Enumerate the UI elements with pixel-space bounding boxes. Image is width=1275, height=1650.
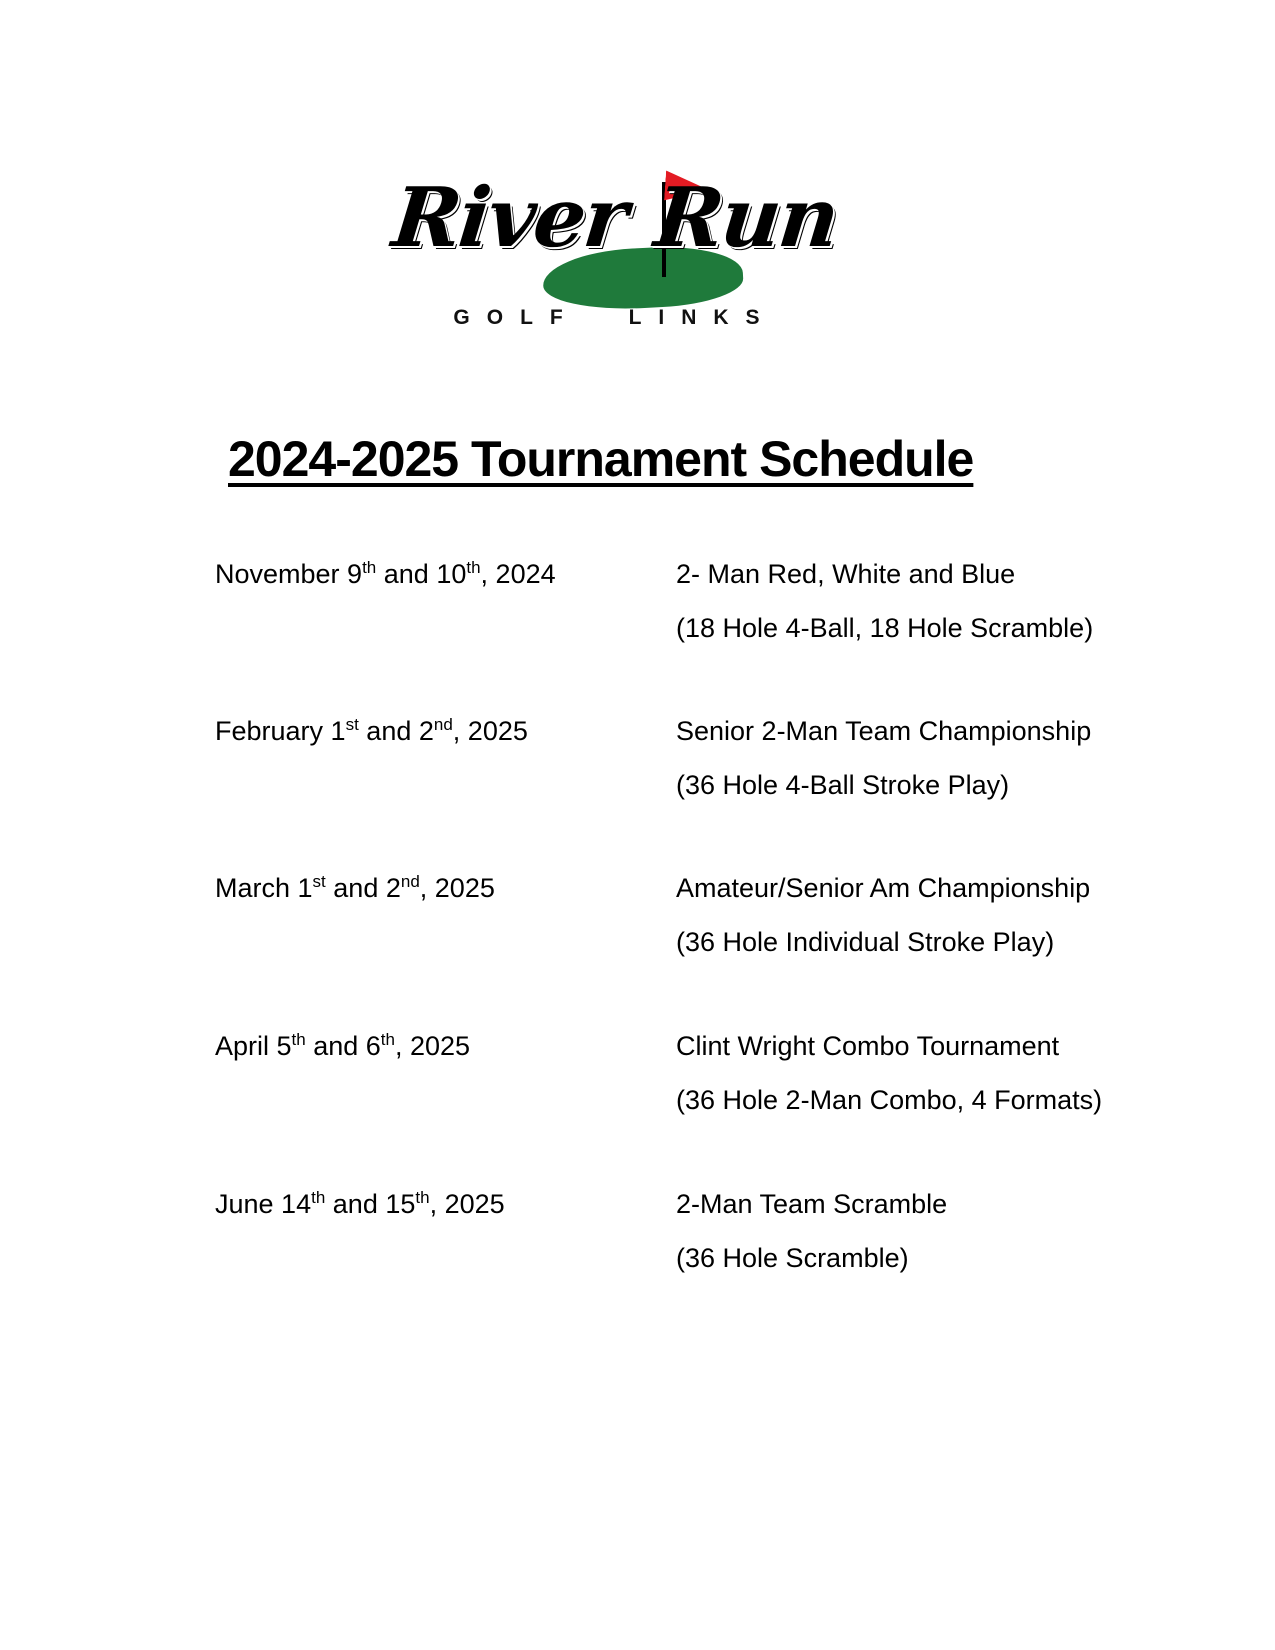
page-title: 2024-2025 Tournament Schedule <box>228 431 974 487</box>
event-date <box>215 556 556 592</box>
date-text: February 1 <box>215 716 346 746</box>
event-name: 2-Man Team Scramble <box>676 1189 948 1219</box>
logo-subtitle: GOLF LINKS <box>453 306 777 329</box>
date-text: , 2025 <box>394 1031 471 1061</box>
event-date <box>215 1186 505 1222</box>
event-name: 2- Man Red, White and Blue <box>676 559 1016 589</box>
event-name: Amateur/Senior Am Championship <box>676 873 1091 903</box>
event-details <box>676 870 1090 960</box>
date-text: , 2024 <box>480 559 556 589</box>
logo-wordmark <box>388 168 842 268</box>
date-text: November 9 <box>215 559 363 589</box>
date-text: and 10 <box>376 559 467 589</box>
event-details <box>676 1028 1102 1118</box>
date-ordinal-suffix: th <box>291 1030 306 1049</box>
event-details <box>676 556 1093 646</box>
date-text: March 1 <box>215 873 313 903</box>
event-details <box>676 1186 947 1276</box>
date-ordinal-suffix: th <box>380 1030 395 1049</box>
date-text: and 15 <box>325 1189 416 1219</box>
date-ordinal-suffix: th <box>362 558 377 577</box>
date-ordinal-suffix: nd <box>433 715 453 734</box>
date-ordinal-suffix: th <box>466 558 481 577</box>
date-text: April 5 <box>215 1031 292 1061</box>
event-format: (18 Hole 4-Ball, 18 Hole Scramble) <box>676 613 1094 643</box>
date-text: and 2 <box>358 716 434 746</box>
event-format: (36 Hole 4-Ball Stroke Play) <box>676 770 1010 800</box>
date-ordinal-suffix: st <box>312 872 326 891</box>
event-format: (36 Hole 2-Man Combo, 4 Formats) <box>676 1085 1103 1115</box>
date-ordinal-suffix: nd <box>400 872 420 891</box>
logo-word-run: Run <box>650 170 842 266</box>
date-text: and 2 <box>325 873 401 903</box>
logo-word-river: River <box>388 170 631 266</box>
river-run-logo <box>388 160 842 340</box>
event-date <box>215 713 528 749</box>
date-text: , 2025 <box>452 716 528 746</box>
event-date <box>215 870 495 906</box>
event-details <box>676 713 1091 803</box>
event-name: Clint Wright Combo Tournament <box>676 1031 1060 1061</box>
event-format: (36 Hole Scramble) <box>676 1243 909 1273</box>
date-text: , 2025 <box>419 873 495 903</box>
date-text: , 2025 <box>429 1189 505 1219</box>
date-text: and 6 <box>305 1031 381 1061</box>
date-ordinal-suffix: th <box>311 1188 326 1207</box>
date-ordinal-suffix: st <box>345 715 359 734</box>
date-text: June 14 <box>215 1189 312 1219</box>
event-format: (36 Hole Individual Stroke Play) <box>676 927 1055 957</box>
event-date <box>215 1028 470 1064</box>
event-name: Senior 2-Man Team Championship <box>676 716 1092 746</box>
date-ordinal-suffix: th <box>415 1188 430 1207</box>
